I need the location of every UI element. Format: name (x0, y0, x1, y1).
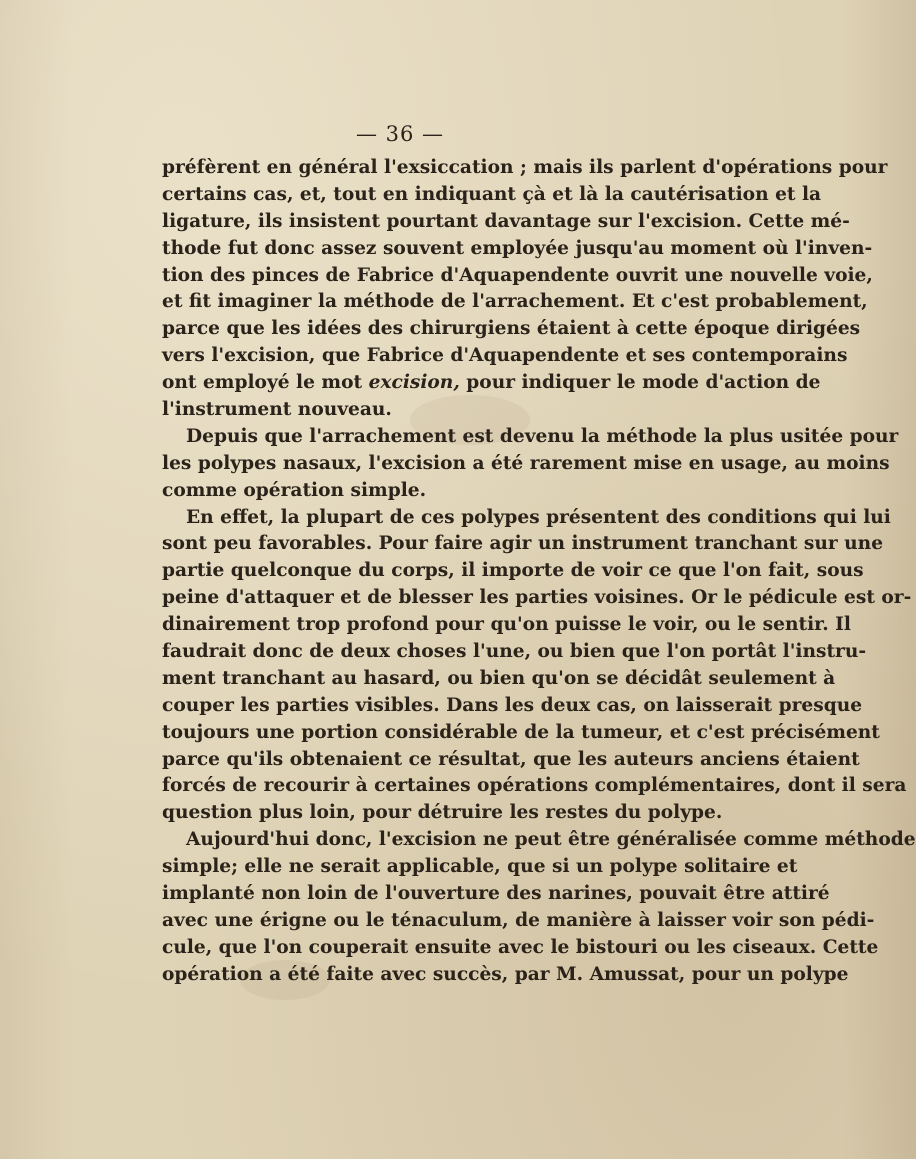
text-line: préfèrent en général l'exsiccation ; mais ils parlent d'opérations pour (162, 157, 888, 178)
text-line: couper les parties visibles. Dans les deux cas, on laisserait presque (162, 694, 863, 716)
paragraph (162, 155, 888, 424)
text-line: et fit imaginer la méthode de l'arrachement. Et c'est probablement, (162, 291, 868, 313)
paragraph (162, 827, 916, 988)
text-line: Aujourd'hui donc, l'excision ne peut être généralisée comme méthode (186, 829, 916, 851)
text-line: les polypes nasaux, l'excision a été rarement mise en usage, au moins (162, 452, 890, 474)
text-line: forcés de recourir à certaines opérations complémentaires, dont il sera (162, 775, 907, 797)
text-line: implanté non loin de l'ouverture des narines, pouvait être attiré (162, 883, 830, 905)
text-line: ligature, ils insistent pourtant davantage sur l'excision. Cette mé- (162, 210, 850, 232)
text-line: simple; elle ne serait applicable, que si un polype solitaire et (162, 856, 798, 878)
text-line: certains cas, et, tout en indiquant çà et là la cautérisation et la (162, 183, 822, 205)
text-line: parce qu'ils obtenaient ce résultat, que les auteurs anciens étaient (162, 748, 860, 770)
text-segment: pour indiquer le mode d'action de (459, 372, 821, 394)
text-line: faudrait donc de deux choses l'une, ou bien que l'on portât l'instru- (162, 641, 867, 663)
text-line: dinairement trop profond pour qu'on puisse le voir, ou le sentir. Il (162, 614, 851, 636)
text-line: peine d'attaquer et de blesser les parties voisines. Or le pédicule est or- (162, 587, 912, 609)
text-line (162, 370, 821, 397)
text-line: En effet, la plupart de ces polypes présentent des conditions qui lui (186, 506, 891, 528)
text-line: l'instrument nouveau. (162, 399, 392, 421)
text-line: cule, que l'on couperait ensuite avec le bistouri ou les ciseaux. Cette (162, 936, 879, 958)
text-line: ment tranchant au hasard, ou bien qu'on se décidât seulement à (162, 667, 836, 689)
paragraph (162, 424, 899, 505)
text-line: vers l'excision, que Fabrice d'Aquapendente et ses contemporains (162, 345, 848, 367)
body-text (162, 155, 916, 989)
text-segment: ont employé le mot (162, 372, 369, 394)
text-line: opération a été faite avec succès, par M. Amussat, pour un polype (162, 963, 849, 985)
text-line: partie quelconque du corps, il importe de voir ce que l'on fait, sous (162, 560, 864, 582)
text-line: avec une érigne ou le ténaculum, de manière à laisser voir son pédi- (162, 909, 875, 931)
page-number: — 36 — (355, 122, 445, 146)
text-line: parce que les idées des chirurgiens étaient à cette époque dirigées (162, 318, 861, 340)
paragraph (162, 505, 912, 828)
text-line: sont peu favorables. Pour faire agir un instrument tranchant sur une (162, 533, 884, 555)
italic-term: excision, (368, 372, 460, 394)
text-line: tion des pinces de Fabrice d'Aquapendente ouvrit une nouvelle voie, (162, 264, 873, 286)
text-line: comme opération simple. (162, 479, 427, 501)
text-line: Depuis que l'arrachement est devenu la méthode la plus usitée pour (186, 425, 899, 447)
text-line: thode fut donc assez souvent employée jusqu'au moment où l'inven- (162, 237, 873, 259)
text-line: question plus loin, pour détruire les restes du polype. (162, 802, 723, 824)
text-line: toujours une portion considérable de la tumeur, et c'est précisément (162, 721, 880, 743)
